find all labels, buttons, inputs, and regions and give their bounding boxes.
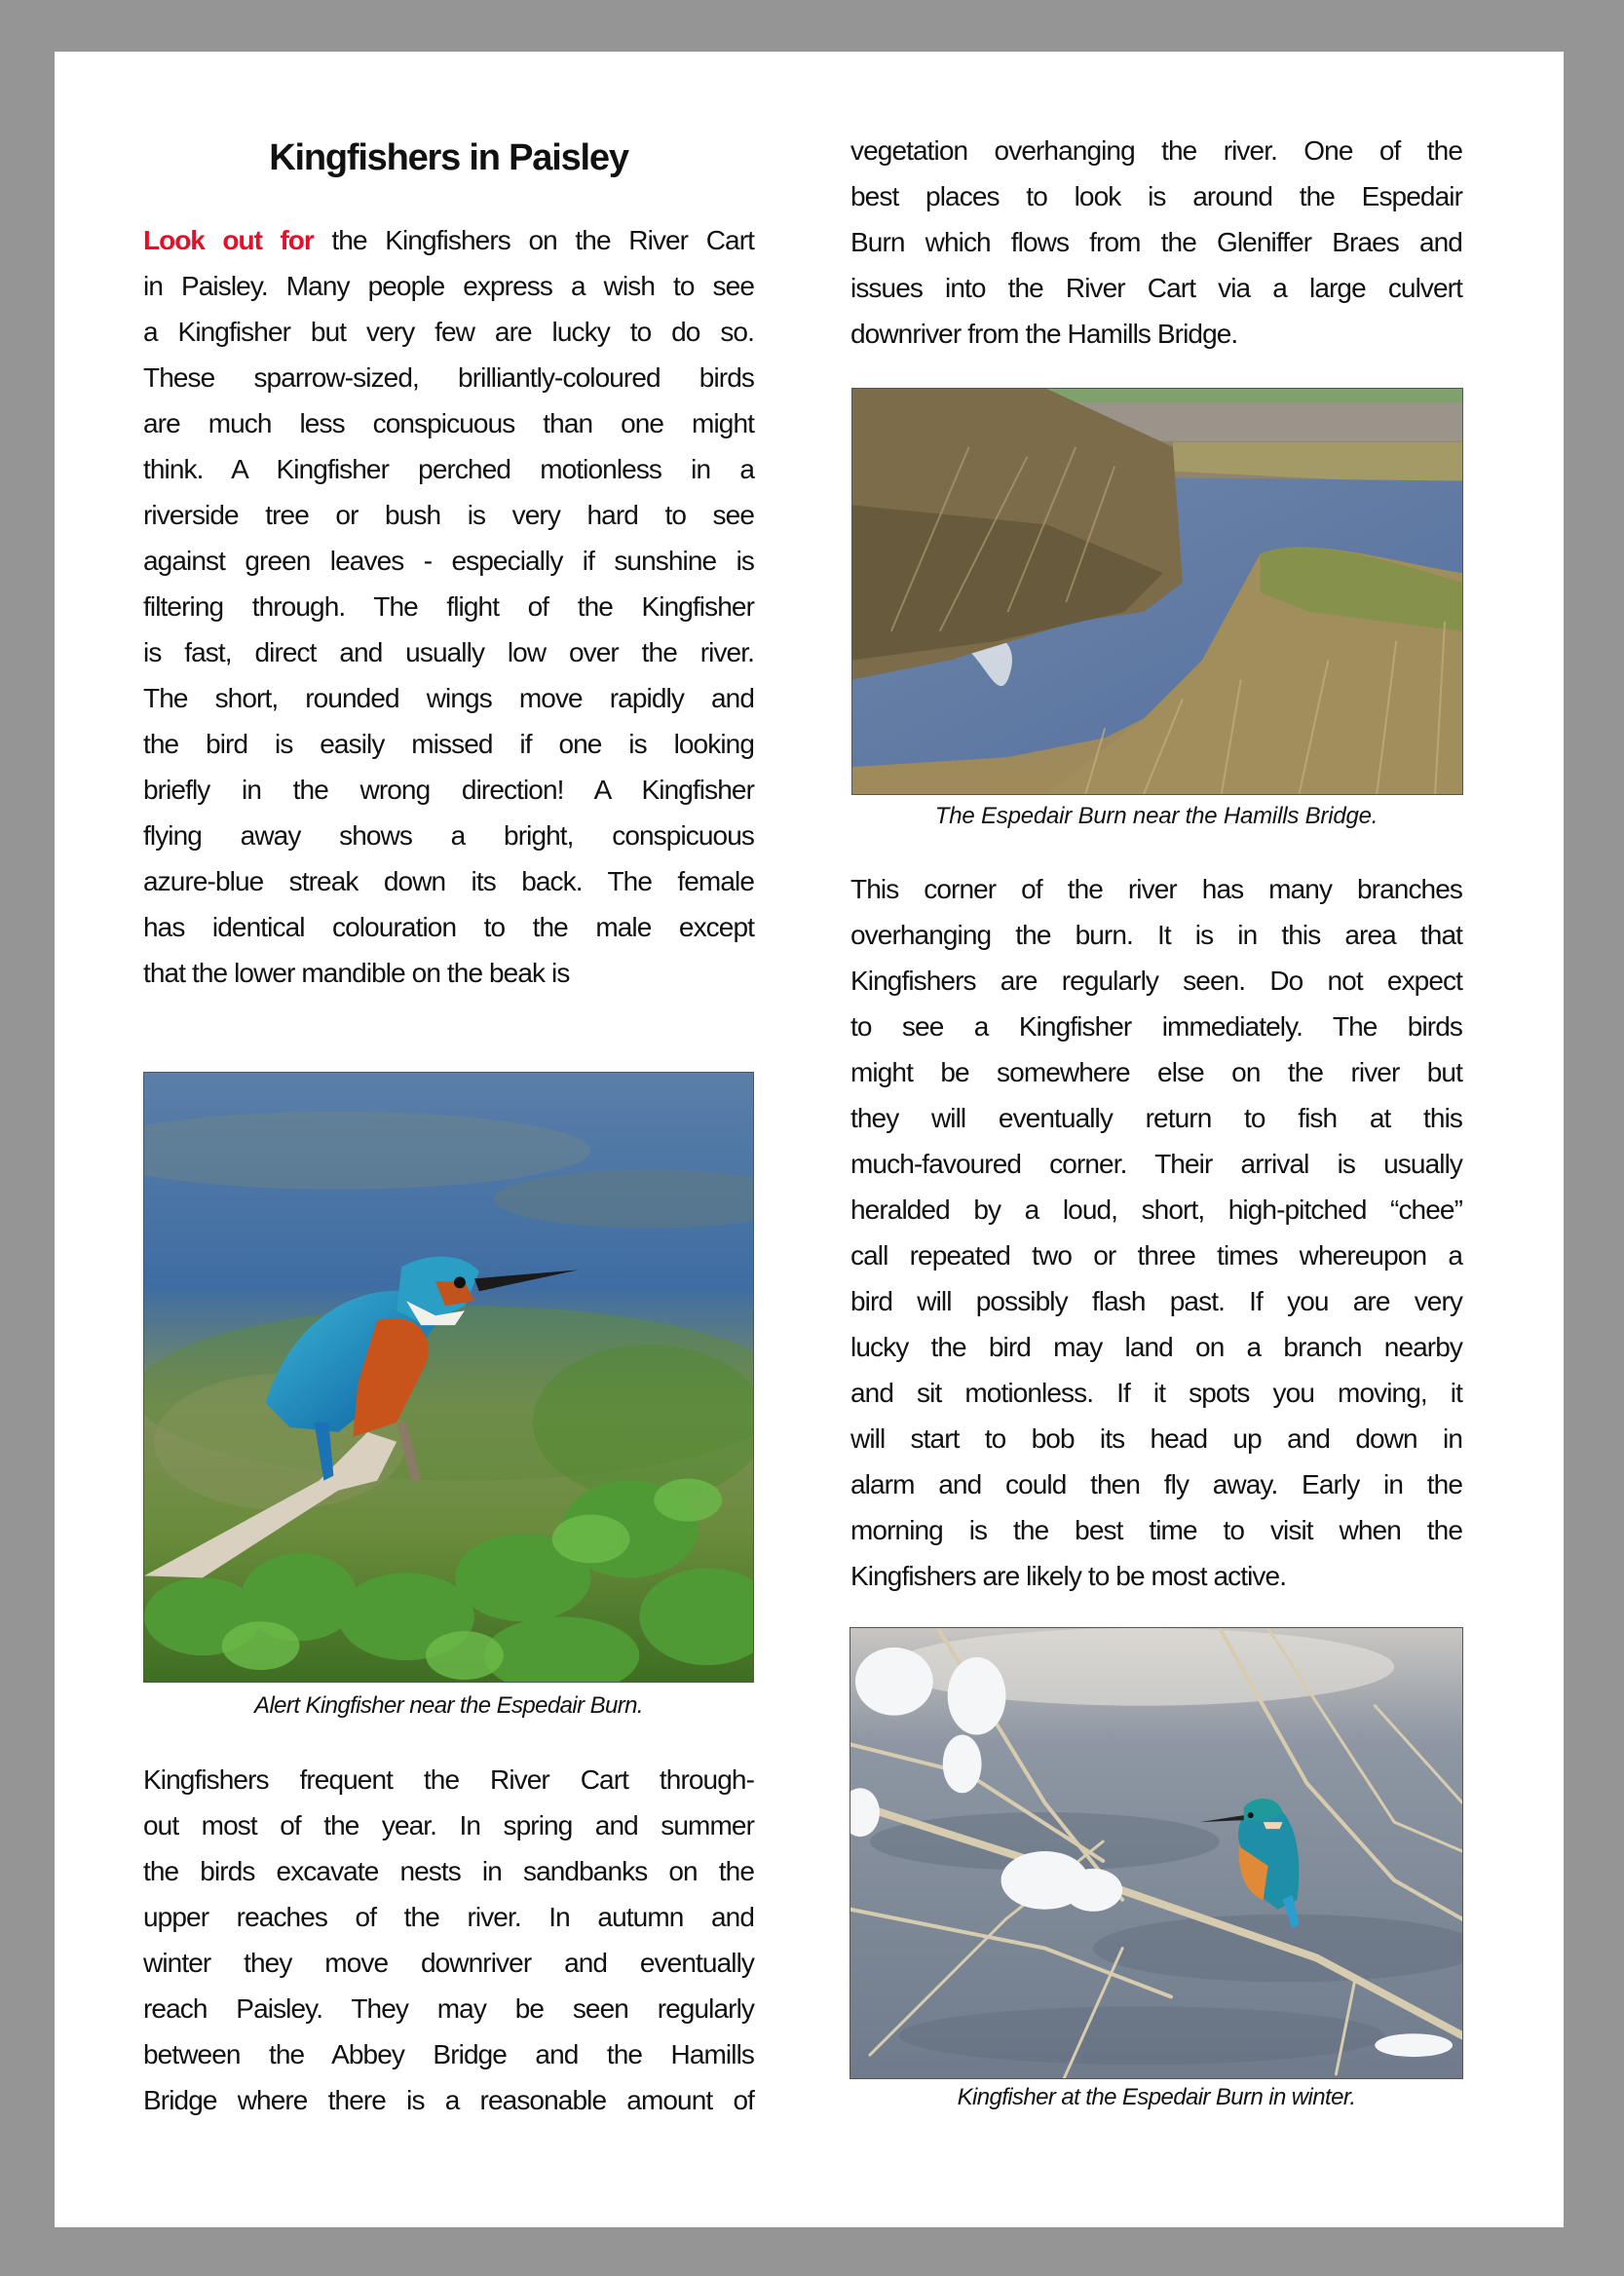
text-line: These sparrow-sized, brilliantly-coloured birds [143,362,754,393]
look-out-for-highlight: Look out for [143,225,314,255]
text-line: that the lower mandible on the beak is [143,958,570,988]
text-line: much-favoured corner. Their arrival is usually [850,1149,1462,1179]
text-line: briefly in the wrong direction! A Kingfisher [143,775,754,805]
page-title: Kingfishers in Paisley [269,137,628,178]
espedair-burn-photo [851,388,1463,795]
text-line: the bird is easily missed if one is looking [143,729,754,759]
text-line: morning is the best time to visit when the [850,1515,1462,1545]
right-paragraph-0 [850,128,1462,357]
text-line: Look out for the Kingfishers on the River Cart [143,225,755,255]
text-line: lucky the bird may land on a branch nearby [850,1332,1462,1362]
text-line: they will eventually return to fish at this [850,1103,1462,1133]
text-line: between the Abbey Bridge and the Hamills [143,2039,754,2069]
kingfisher-photo-caption: Alert Kingfisher near the Espedair Burn. [254,1692,643,1719]
left-paragraph-1 [143,217,754,996]
text-line: Kingfishers frequent the River Cart through- [143,1764,754,1795]
text-line: out most of the year. In spring and summer [143,1810,754,1840]
text-line: vegetation overhanging the river. One of the [850,135,1462,166]
text-line: This corner of the river has many branches [850,874,1462,904]
text-line: is fast, direct and usually low over the river. [143,637,754,667]
text-line: to see a Kingfisher immediately. The birds [850,1011,1462,1042]
text-line: Bridge where there is a reasonable amount of [143,2085,754,2115]
text-line: bird will possibly flash past. If you are very [850,1286,1462,1316]
left-paragraph-2 [143,1757,754,2123]
text-line: winter they move downriver and eventually [143,1948,754,1978]
text-line: azure-blue streak down its back. The female [143,866,754,896]
text-line: The short, rounded wings move rapidly and [143,683,754,713]
text-line: Burn which flows from the Gleniffer Braes and [850,227,1462,257]
text-line: Kingfishers are regularly seen. Do not expect [850,966,1462,996]
text-line: reach Paisley. They may be seen regularly [143,1993,754,2024]
text-line: best places to look is around the Espedair [850,181,1462,211]
text-line: call repeated two or three times whereupon a [850,1240,1462,1271]
kingfisher-photo [143,1072,754,1683]
text-line: and sit motionless. If it spots you moving, it [850,1378,1462,1408]
text-line: downriver from the Hamills Bridge. [850,319,1238,349]
espedair-burn-image [852,389,1462,794]
text-line: against green leaves - especially if sunshine is [143,546,754,576]
text-line: might be somewhere else on the river but [850,1057,1462,1087]
text-line: alarm and could then fly away. Early in the [850,1469,1462,1499]
text-line: upper reaches of the river. In autumn and [143,1902,754,1932]
winter-kingfisher-photo-caption: Kingfisher at the Espedair Burn in winter. [957,2084,1356,2110]
text-line: in Paisley. Many people express a wish to see [143,271,754,301]
text-line: are much less conspicuous than one might [143,408,754,438]
text-line: has identical colouration to the male except [143,912,754,942]
text-line: filtering through. The flight of the Kingfisher [143,591,754,622]
winter-kingfisher-image [850,1628,1462,2078]
text-line: flying away shows a bright, conspicuous [143,820,754,851]
kingfisher-image [144,1073,753,1682]
right-paragraph-1 [850,866,1462,1599]
text-line: a Kingfisher but very few are lucky to do so. [143,317,754,347]
winter-kingfisher-photo [850,1627,1463,2079]
espedair-burn-photo-caption: The Espedair Burn near the Hamills Bridge. [934,803,1379,829]
text-line: heralded by a loud, short, high-pitched “chee” [850,1195,1462,1225]
text-line: the birds excavate nests in sandbanks on the [143,1856,754,1886]
text-line: will start to bob its head up and down in [850,1423,1462,1454]
text-line: riverside tree or bush is very hard to see [143,500,754,530]
text-line: think. A Kingfisher perched motionless in a [143,454,754,484]
text-line: overhanging the burn. It is in this area that [850,920,1462,950]
text-line: issues into the River Cart via a large culvert [850,273,1462,303]
text-line: Kingfishers are likely to be most active. [850,1561,1287,1591]
